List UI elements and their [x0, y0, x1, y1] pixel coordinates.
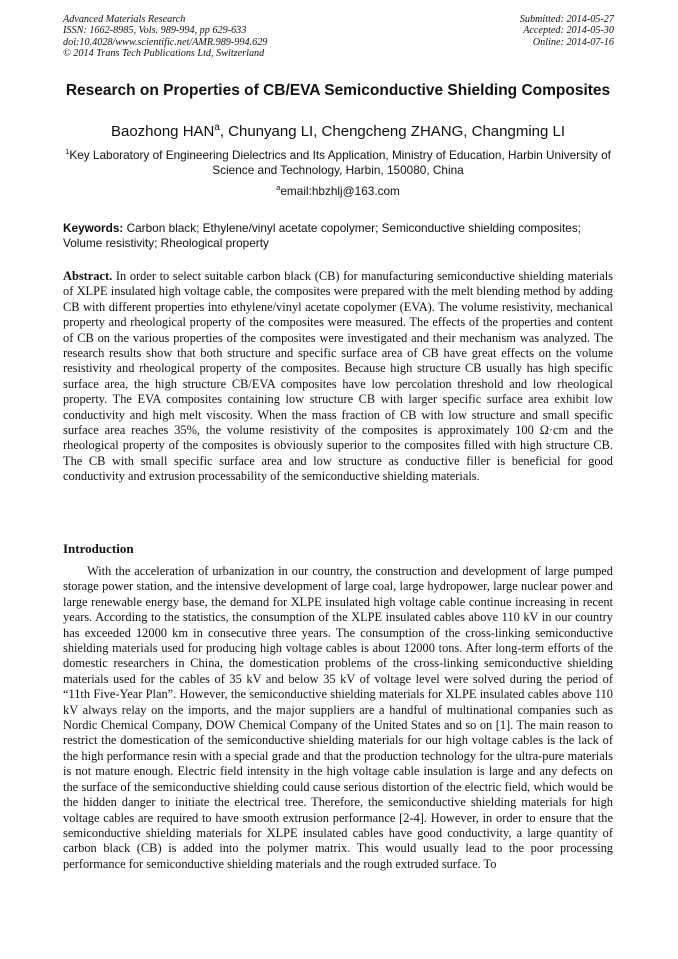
online-date: Online: 2014-07-16	[532, 36, 614, 48]
journal-info	[63, 14, 393, 60]
journal-doi: doi:10.4028/www.scientific.net/AMR.989-994.629	[63, 36, 268, 48]
paper-title: Research on Properties of CB/EVA Semiconductive Shielding Composites	[65, 82, 611, 99]
author-email	[63, 184, 613, 199]
affiliation	[63, 148, 613, 178]
journal-issn: ISSN: 1662-8985, Vols. 989-994, pp 629-633	[63, 25, 247, 37]
abstract-text: In order to select suitable carbon black (CB) for manufacturing semiconductive shielding materials of XLPE insulated high voltage cable, the composites were prepared with the melt blending method by adding CB with different properties into ethylene/vinyl acetate copolymer (EVA). The volume resistivity, mechanical property and rheological property of the composites were measured. The effects of the properties and content of CB on the various properties of the composites were investigated and their mechanism was analyzed. The research results show that both structure and specific surface area of CB have great effects on the volume resistivity and rheological property of the composites. Because high structure CB usually has high specific surface area, the high structure CB/EVA composites have low percolation threshold and low rheological property. The EVA composites containing low structure CB with larger specific surface area exhibit low conductivity and high melt viscosity. When the mass fraction of CB with low structure and small specific surface area reaches 35%, the volume resistivity of the composites is approximately 100 Ω·cm and the rheological property of the composites is obviously superior to the composites filled with high structure CB. The CB with small specific surface area and low structure as conductive filler is beneficial for good conductivity and extrusion processability of the semiconductive shielding materials.	[63, 269, 613, 484]
email-sup: a	[276, 183, 281, 193]
introduction-heading: Introduction	[63, 541, 134, 556]
author-list	[63, 123, 613, 141]
keywords-label: Keywords:	[63, 221, 124, 235]
author-first-sup: a	[214, 122, 220, 133]
accepted-date: Accepted: 2014-05-30	[523, 25, 614, 37]
email-text: email:hbzhlj@163.com	[280, 184, 400, 198]
submitted-date: Submitted: 2014-05-27	[519, 14, 614, 25]
abstract	[63, 269, 613, 485]
keywords	[63, 221, 613, 250]
affiliation-sup: 1	[65, 147, 70, 157]
journal-copyright: © 2014 Trans Tech Publications Ltd, Switzerland	[63, 48, 265, 60]
author-first: Baozhong HAN	[110, 123, 215, 140]
introduction-paragraph: With the acceleration of urbanization in our country, the construction and development of large pumped storage power station, and the intensive development of large coal, large hydropower, large nuclear power and large renewable energy base, the demand for XLPE insulated high voltage cable continue increasing in recent years. According to the statistics, the consumption of the XLPE insulated cables above 110 kV in our country has exceeded 12000 km in consecutive three years. The consumption of the cross-linking semiconductive shielding materials used for producing high voltage cables is about 12000 tons. After long-term efforts of the domestic researchers in China, the domestication problems of the cross-linking semiconductive shielding materials used for the cables of 35 kV and below 35 kV of voltage level were solved during the period of “11th Five-Year Plan”. However, the semiconductive shielding materials for XLPE insulated cables above 110 kV always relay on the imports, and the major suppliers are a handful of multinational companies such as Nordic Chemical Company, DOW Chemical Company of the United States and so on [1]. The main reason to restrict the domestication of the semiconductive shielding materials for our high voltage cables is the lack of the high performance resin with a special grade and that the production technology for the ultra-pure materials is not mature enough. Electric field intensity in the high voltage cable insulation is large and any defects on the surface of the semiconductive shielding could cause serious distortion of the electric field, which would be the hidden danger to initiate the electrical tree. Therefore, the semiconductive shielding materials for high voltage cables are required to have smooth extrusion performance [2-4]. However, in order to ensure that the semiconductive shielding materials for XLPE insulated cables have good conductivity, a large quantity of carbon black (CB) is added into the polymer matrix. This would usually lead to the poor processing performance for semiconductive shielding materials and the rough extruded surface. To	[63, 564, 613, 871]
author-rest: , Chunyang LI, Chengcheng ZHANG, Changming LI	[219, 123, 566, 140]
journal-name: Advanced Materials Research	[63, 14, 186, 25]
publication-dates	[394, 14, 614, 48]
abstract-label: Abstract.	[63, 269, 113, 283]
keywords-text: Carbon black; Ethylene/vinyl acetate copolymer; Semiconductive shielding composites; Volume resistivity; Rheological property	[63, 221, 582, 250]
affiliation-text: Key Laboratory of Engineering Dielectrics and Its Application, Ministry of Education, Harbin University of Science and Technology, Harbin, 150080, China	[69, 148, 611, 178]
